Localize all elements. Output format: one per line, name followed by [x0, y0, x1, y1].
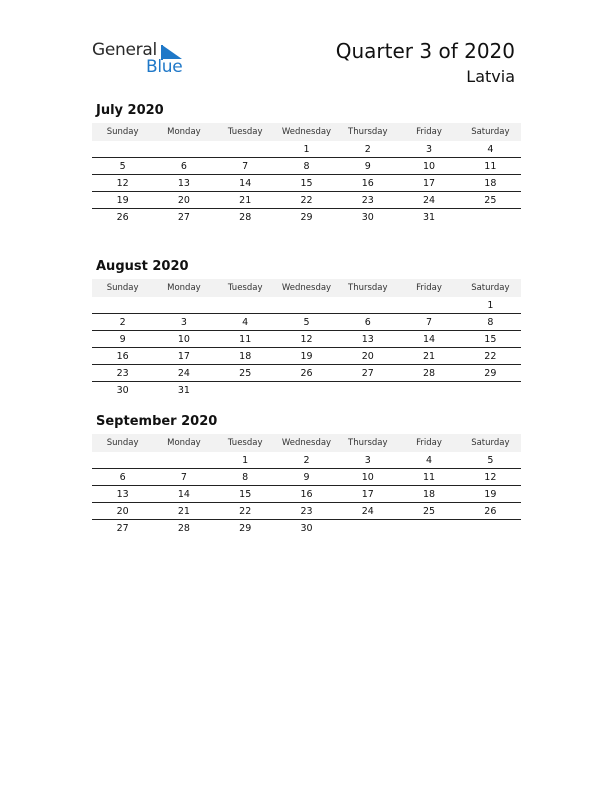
day-cell: 1 [215, 452, 276, 469]
day-cell: 15 [276, 175, 337, 192]
week-row [92, 503, 521, 520]
day-cell: 25 [398, 503, 459, 520]
month-title: September 2020 [96, 414, 218, 429]
day-cell: 30 [116, 384, 129, 396]
day-cell [215, 382, 276, 399]
day-cell: 28 [239, 211, 252, 223]
day-cell: 1 [460, 297, 521, 314]
day-cell: 17 [398, 175, 459, 192]
day-cell: 10 [398, 158, 459, 175]
day-cell: 12 [276, 331, 337, 348]
day-cell: 26 [276, 365, 337, 382]
month-title: July 2020 [96, 103, 164, 118]
weekday-header: Tuesday [215, 123, 276, 141]
day-cell: 15 [215, 486, 276, 503]
day-cell: 21 [398, 348, 459, 365]
day-cell [153, 297, 214, 314]
day-cell: 2 [337, 141, 398, 158]
day-cell: 16 [337, 175, 398, 192]
weekday-header: Monday [153, 434, 214, 452]
week-row [92, 209, 521, 226]
week-row [92, 452, 521, 469]
day-cell: 1 [276, 141, 337, 158]
day-cell [460, 382, 521, 399]
calendar-table [92, 123, 521, 225]
month-calendar-july [92, 102, 521, 225]
weekday-header: Monday [153, 279, 214, 297]
day-cell: 23 [337, 192, 398, 209]
week-row [92, 297, 521, 314]
weekday-header: Saturday [460, 123, 521, 141]
weekday-header: Sunday [92, 434, 153, 452]
day-cell: 19 [92, 192, 153, 209]
day-cell: 19 [460, 486, 521, 503]
day-cell: 11 [398, 469, 459, 486]
day-cell: 14 [398, 331, 459, 348]
day-cell: 29 [239, 522, 252, 534]
week-row [92, 141, 521, 158]
day-cell: 11 [460, 158, 521, 175]
day-cell: 21 [153, 503, 214, 520]
day-cell [460, 209, 521, 226]
calendar-table [92, 279, 521, 398]
weekday-header: Tuesday [215, 434, 276, 452]
day-cell: 25 [215, 365, 276, 382]
day-cell [215, 297, 276, 314]
day-cell: 23 [92, 365, 153, 382]
day-cell [153, 141, 214, 158]
day-cell: 18 [398, 486, 459, 503]
day-cell: 10 [153, 331, 214, 348]
day-cell: 30 [300, 522, 313, 534]
day-cell: 7 [153, 469, 214, 486]
day-cell: 20 [92, 503, 153, 520]
day-cell: 30 [361, 211, 374, 223]
day-cell: 3 [337, 452, 398, 469]
day-cell: 19 [276, 348, 337, 365]
day-cell: 4 [460, 141, 521, 158]
weekday-header: Sunday [92, 123, 153, 141]
week-row [92, 192, 521, 209]
country-label: Latvia [466, 67, 515, 86]
day-cell [398, 382, 459, 399]
day-cell: 3 [153, 314, 214, 331]
day-cell: 21 [215, 192, 276, 209]
day-cell: 6 [337, 314, 398, 331]
day-cell: 15 [460, 331, 521, 348]
day-cell: 22 [215, 503, 276, 520]
day-cell: 24 [337, 503, 398, 520]
day-cell: 16 [92, 348, 153, 365]
day-cell: 8 [276, 158, 337, 175]
day-cell: 10 [337, 469, 398, 486]
day-cell: 14 [215, 175, 276, 192]
day-cell: 6 [153, 158, 214, 175]
logo-word-blue: Blue [146, 57, 183, 77]
day-cell: 28 [398, 365, 459, 382]
day-cell: 23 [276, 503, 337, 520]
day-cell: 24 [398, 192, 459, 209]
week-row [92, 469, 521, 486]
day-cell [337, 382, 398, 399]
day-cell: 29 [300, 211, 313, 223]
logo [92, 40, 192, 80]
weekday-header: Wednesday [276, 123, 337, 141]
day-cell [337, 520, 398, 537]
weekday-header: Sunday [92, 279, 153, 297]
day-cell: 16 [276, 486, 337, 503]
day-cell: 17 [153, 348, 214, 365]
day-cell: 6 [92, 469, 153, 486]
day-cell: 20 [153, 192, 214, 209]
weekday-header: Wednesday [276, 434, 337, 452]
day-cell [337, 297, 398, 314]
day-cell: 9 [92, 331, 153, 348]
weekday-header: Saturday [460, 434, 521, 452]
month-calendar-september [92, 413, 521, 536]
day-cell: 12 [460, 469, 521, 486]
day-cell: 27 [177, 211, 190, 223]
weekday-header: Thursday [337, 123, 398, 141]
day-cell: 26 [460, 503, 521, 520]
day-cell [398, 297, 459, 314]
day-cell: 17 [337, 486, 398, 503]
day-cell [460, 520, 521, 537]
weekday-header: Monday [153, 123, 214, 141]
day-cell: 18 [460, 175, 521, 192]
day-cell: 26 [116, 211, 129, 223]
week-row [92, 348, 521, 365]
day-cell [276, 297, 337, 314]
day-cell: 7 [215, 158, 276, 175]
day-cell: 4 [215, 314, 276, 331]
day-cell: 27 [116, 522, 129, 534]
day-cell: 31 [177, 384, 190, 396]
day-cell: 5 [92, 158, 153, 175]
day-cell: 18 [215, 348, 276, 365]
day-cell: 4 [398, 452, 459, 469]
day-cell: 31 [423, 211, 436, 223]
day-cell: 13 [337, 331, 398, 348]
weekday-header: Thursday [337, 279, 398, 297]
day-cell: 9 [276, 469, 337, 486]
weekday-header: Wednesday [276, 279, 337, 297]
month-calendar-august [92, 258, 521, 398]
week-row [92, 520, 521, 537]
day-cell: 5 [276, 314, 337, 331]
day-cell: 25 [460, 192, 521, 209]
week-row [92, 365, 521, 382]
day-cell: 3 [398, 141, 459, 158]
weekday-header: Saturday [460, 279, 521, 297]
day-cell: 5 [460, 452, 521, 469]
weekday-header: Friday [398, 279, 459, 297]
week-row [92, 158, 521, 175]
month-title: August 2020 [96, 259, 189, 274]
week-row [92, 314, 521, 331]
day-cell: 11 [215, 331, 276, 348]
day-cell: 28 [177, 522, 190, 534]
week-row [92, 486, 521, 503]
day-cell [92, 452, 153, 469]
day-cell [276, 382, 337, 399]
logo-word-general: General [92, 40, 157, 60]
day-cell [215, 141, 276, 158]
week-row [92, 175, 521, 192]
day-cell: 12 [92, 175, 153, 192]
day-cell: 27 [337, 365, 398, 382]
day-cell [153, 452, 214, 469]
day-cell: 2 [276, 452, 337, 469]
day-cell: 22 [460, 348, 521, 365]
day-cell: 14 [153, 486, 214, 503]
weekday-header: Friday [398, 123, 459, 141]
day-cell: 7 [398, 314, 459, 331]
day-cell: 2 [92, 314, 153, 331]
day-cell: 20 [337, 348, 398, 365]
week-row [92, 382, 521, 399]
day-cell [92, 141, 153, 158]
day-cell: 9 [337, 158, 398, 175]
day-cell: 13 [92, 486, 153, 503]
day-cell: 29 [460, 365, 521, 382]
weekday-header: Friday [398, 434, 459, 452]
calendar-table [92, 434, 521, 536]
week-row [92, 331, 521, 348]
weekday-header: Tuesday [215, 279, 276, 297]
day-cell [92, 297, 153, 314]
day-cell [398, 520, 459, 537]
day-cell: 8 [215, 469, 276, 486]
day-cell: 22 [276, 192, 337, 209]
day-cell: 8 [460, 314, 521, 331]
day-cell: 13 [153, 175, 214, 192]
page-title: Quarter 3 of 2020 [335, 39, 515, 63]
weekday-header: Thursday [337, 434, 398, 452]
day-cell: 24 [153, 365, 214, 382]
